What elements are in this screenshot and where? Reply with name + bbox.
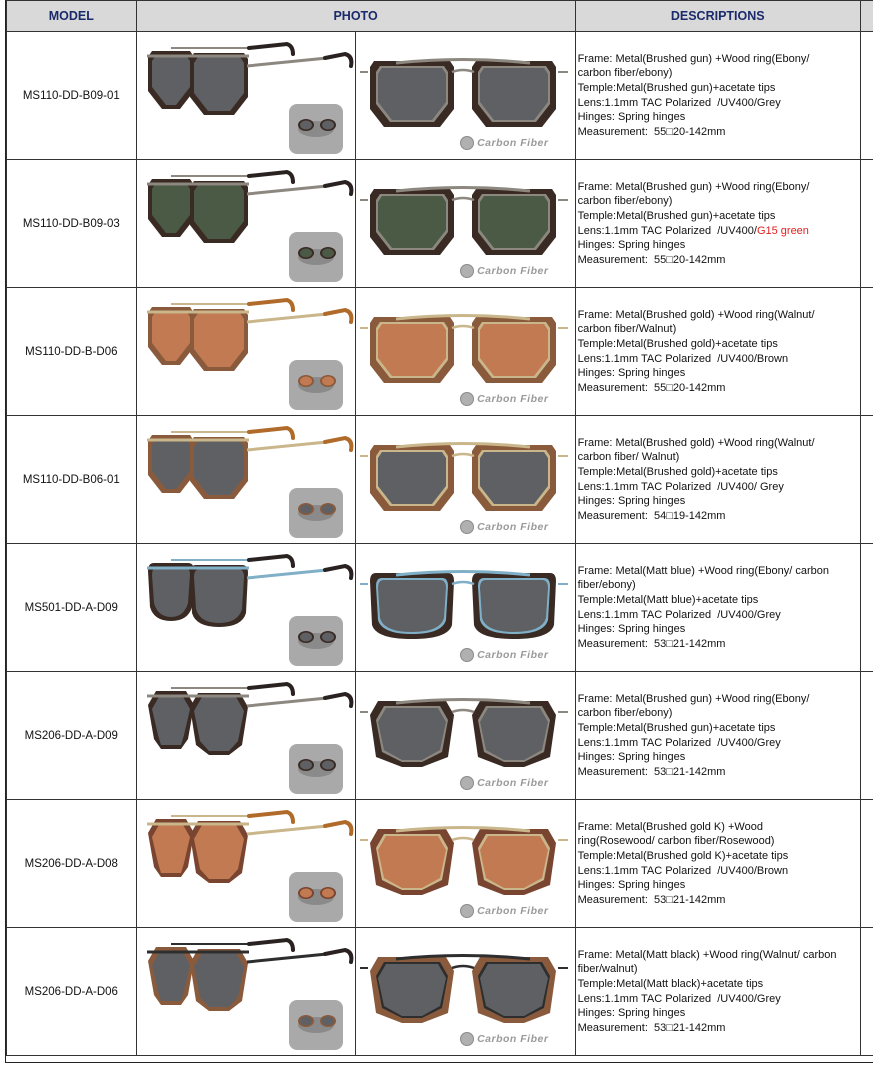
description-line: [578, 608, 860, 623]
carbon-fiber-label: Carbon Fiber: [477, 137, 549, 149]
description-text: Lens:1.1mm TAC Polarized /UV400/Grey: [577, 608, 781, 621]
description-text: ring(Rosewood/ carbon fiber/Rosewood): [577, 835, 775, 848]
description-text: Temple:Metal(Brushed gold)+acetate tips: [577, 337, 778, 350]
description-line: [578, 622, 860, 637]
description-text: Temple:Metal(Brushed gun)+acetate tips: [577, 721, 776, 734]
carbon-fiber-badge: [460, 1032, 548, 1046]
right-lens: [480, 324, 548, 376]
carbon-fiber-icon: [460, 1032, 474, 1046]
description-line: [578, 308, 860, 323]
mini-right-glass: [322, 1017, 334, 1026]
mini-left-glass: [300, 377, 312, 386]
model-number: MS110-DD-B09-03: [7, 160, 137, 288]
angle-view-photo: [137, 288, 354, 415]
mini-right-glass: [322, 633, 334, 642]
description-text: Frame: Metal(Brushed gold K) +Wood: [577, 820, 763, 833]
product-row: [7, 288, 873, 416]
description-text: Hinges: Spring hinges: [577, 495, 686, 508]
description-line: [578, 125, 860, 140]
front-photo-cell: [356, 32, 576, 160]
mini-right-glass: [322, 121, 334, 130]
product-row: [7, 32, 873, 160]
temple-tip: [325, 54, 351, 66]
edge-cell: [860, 160, 873, 288]
description-line: [578, 436, 860, 451]
model-number: MS110-DD-B-D06: [7, 288, 137, 416]
description-text: carbon fiber/ebony): [577, 707, 673, 720]
right-lens: [480, 836, 548, 888]
front-photo-cell: [356, 928, 576, 1056]
carbon-fiber-icon: [460, 776, 474, 790]
mannequin-thumbnail: [289, 360, 343, 410]
temple-tip: [325, 822, 351, 834]
temple-arm: [247, 186, 327, 194]
mini-right-glass: [322, 505, 334, 514]
description-text: Lens:1.1mm TAC Polarized /UV400/Brown: [577, 352, 789, 365]
description-text: Temple:Metal(Brushed gold)+acetate tips: [577, 465, 778, 478]
model-number: MS501-DD-A-D09: [7, 544, 137, 672]
temple-tip: [325, 438, 351, 450]
description-line: [578, 1021, 860, 1036]
description-text: Frame: Metal(Brushed gun) +Wood ring(Ebony/: [577, 180, 810, 193]
description-line: [578, 480, 860, 495]
carbon-fiber-icon: [460, 264, 474, 278]
description-line: [578, 465, 860, 480]
mannequin-thumbnail: [289, 104, 343, 154]
temple-arm: [247, 314, 327, 322]
carbon-fiber-label: Carbon Fiber: [477, 265, 549, 277]
description-text: Measurement: 55□20-142mm: [577, 381, 726, 394]
description-line: [578, 209, 860, 224]
right-lens: [480, 452, 548, 504]
description-line: [578, 992, 860, 1007]
description-text: Frame: Metal(Matt black) +Wood ring(Walnut/ carbon: [577, 948, 837, 961]
front-photo-cell: [356, 160, 576, 288]
description-text: carbon fiber/ebony): [577, 195, 673, 208]
description-line: [578, 337, 860, 352]
rear-temple-tip: [249, 428, 293, 438]
nose-bridge: [452, 582, 474, 584]
carbon-fiber-badge: [460, 648, 548, 662]
description-text: Lens:1.1mm TAC Polarized /UV400/Brown: [577, 864, 789, 877]
product-row: [7, 544, 873, 672]
description-line: [578, 864, 860, 879]
description-text: carbon fiber/ Walnut): [577, 451, 680, 464]
description-cell: [575, 928, 860, 1056]
mannequin-thumbnail: [289, 872, 343, 922]
temple-arm: [247, 442, 327, 450]
description-line: [578, 253, 860, 268]
description-text: fiber/walnut): [577, 963, 638, 976]
product-row: [7, 928, 873, 1056]
nose-bridge: [452, 326, 474, 328]
angle-photo-cell: [136, 416, 356, 544]
left-lens: [378, 836, 446, 888]
description-cell: [575, 32, 860, 160]
rear-temple-tip: [249, 300, 293, 310]
left-lens: [378, 452, 446, 504]
description-line: [578, 450, 860, 465]
description-text: Temple:Metal(Brushed gun)+acetate tips: [577, 81, 776, 94]
mini-left-glass: [300, 1017, 312, 1026]
mini-left-glass: [300, 121, 312, 130]
description-text: Temple:Metal(Matt black)+acetate tips: [577, 977, 764, 990]
description-line: [578, 893, 860, 908]
description-text: carbon fiber/Walnut): [577, 323, 677, 336]
model-number: MS206-DD-A-D06: [7, 928, 137, 1056]
description-text: Frame: Metal(Brushed gun) +Wood ring(Ebony/: [577, 692, 810, 705]
rear-temple-tip: [249, 44, 293, 54]
carbon-fiber-badge: [460, 904, 548, 918]
carbon-fiber-badge: [460, 264, 548, 278]
description-line: [578, 110, 860, 125]
angle-photo-cell: [136, 544, 356, 672]
angle-view-photo: [137, 416, 354, 543]
product-table: [6, 0, 873, 1056]
description-text: Lens:1.1mm TAC Polarized /UV400/ Grey: [577, 480, 784, 493]
front-photo-cell: [356, 416, 576, 544]
description-cell: [575, 800, 860, 928]
description-line: [578, 750, 860, 765]
description-line: [578, 948, 860, 963]
description-line: [578, 509, 860, 524]
description-line: [578, 593, 860, 608]
angle-photo-cell: [136, 160, 356, 288]
description-line: [578, 706, 860, 721]
product-rows: [7, 32, 873, 1056]
description-line: [578, 366, 860, 381]
description-line: [578, 52, 860, 67]
description-text: Hinges: Spring hinges: [577, 879, 686, 892]
rear-temple-tip: [249, 684, 293, 694]
carbon-fiber-icon: [460, 648, 474, 662]
right-lens: [480, 964, 548, 1016]
description-line: [578, 849, 860, 864]
carbon-fiber-label: Carbon Fiber: [477, 777, 549, 789]
description-text: Frame: Metal(Matt blue) +Wood ring(Ebony/ carbon: [577, 564, 829, 577]
temple-arm: [247, 954, 327, 962]
product-row: [7, 160, 873, 288]
description-text: Hinges: Spring hinges: [577, 111, 686, 124]
description-text: Measurement: 53□21-142mm: [577, 893, 726, 906]
mini-left-glass: [300, 761, 312, 770]
temple-tip: [325, 566, 351, 578]
mini-left-glass: [300, 889, 312, 898]
description-text: Hinges: Spring hinges: [577, 367, 686, 380]
mini-left-glass: [300, 505, 312, 514]
front-photo-cell: [356, 288, 576, 416]
description-text: fiber/ebony): [577, 579, 636, 592]
mannequin-thumbnail: [289, 744, 343, 794]
description-line: [578, 194, 860, 209]
description-line: [578, 352, 860, 367]
rear-temple-tip: [249, 940, 293, 950]
temple-tip: [325, 950, 351, 962]
carbon-fiber-icon: [460, 520, 474, 534]
right-lens: [480, 580, 548, 632]
angle-photo-cell: [136, 288, 356, 416]
angle-view-photo: [137, 800, 354, 927]
top-bridge: [396, 444, 530, 448]
description-text: Hinges: Spring hinges: [577, 1007, 686, 1020]
description-cell: [575, 416, 860, 544]
description-line: [578, 81, 860, 96]
edge-cell: [860, 928, 873, 1056]
mini-right-glass: [322, 377, 334, 386]
rear-temple-tip: [249, 172, 293, 182]
mini-left-glass: [300, 249, 312, 258]
description-cell: [575, 672, 860, 800]
left-lens: [378, 964, 446, 1016]
left-lens: [378, 68, 446, 120]
temple-tip: [325, 310, 351, 322]
angle-view-photo: [137, 672, 354, 799]
description-cell: [575, 160, 860, 288]
carbon-fiber-label: Carbon Fiber: [477, 521, 549, 533]
far-lens: [194, 569, 244, 623]
edge-cell: [860, 416, 873, 544]
description-text: Temple:Metal(Brushed gun)+acetate tips: [577, 209, 776, 222]
description-text: Measurement: 55□20-142mm: [577, 253, 726, 266]
description-line: [578, 180, 860, 195]
carbon-fiber-icon: [460, 904, 474, 918]
description-line: [578, 381, 860, 396]
edge-header: [860, 1, 873, 32]
descriptions-header: DESCRIPTIONS: [575, 1, 860, 32]
mannequin-thumbnail: [289, 616, 343, 666]
edge-cell: [860, 672, 873, 800]
right-lens: [480, 708, 548, 760]
lens-color-highlight: G15 green: [756, 224, 809, 237]
description-text: Hinges: Spring hinges: [577, 239, 686, 252]
top-bridge: [396, 188, 530, 192]
description-line: [578, 96, 860, 111]
mini-right-glass: [322, 761, 334, 770]
angle-view-photo: [137, 32, 354, 159]
model-number: MS110-DD-B09-01: [7, 32, 137, 160]
temple-tip: [325, 182, 351, 194]
angle-photo-cell: [136, 800, 356, 928]
description-line: [578, 736, 860, 751]
description-line: [578, 721, 860, 736]
description-text: carbon fiber/ebony): [577, 67, 673, 80]
mannequin-thumbnail: [289, 1000, 343, 1050]
model-number: MS206-DD-A-D08: [7, 800, 137, 928]
product-row: [7, 672, 873, 800]
front-photo-cell: [356, 672, 576, 800]
description-line: [578, 820, 860, 835]
temple-arm: [247, 58, 327, 66]
description-line: [578, 1006, 860, 1021]
header-row: [7, 1, 873, 32]
front-photo-cell: [356, 800, 576, 928]
mini-right-glass: [322, 889, 334, 898]
description-line: [578, 494, 860, 509]
description-text: Lens:1.1mm TAC Polarized /UV400/Grey: [577, 736, 781, 749]
left-lens: [378, 580, 446, 632]
description-text: Frame: Metal(Brushed gold) +Wood ring(Walnut/: [577, 308, 815, 321]
top-bridge: [396, 316, 530, 320]
nose-bridge: [452, 70, 474, 72]
nose-bridge: [452, 838, 474, 840]
nose-bridge: [452, 198, 474, 200]
description-line: [578, 878, 860, 893]
top-bridge: [396, 60, 530, 64]
rear-temple-tip: [249, 812, 293, 822]
product-row: [7, 416, 873, 544]
mannequin-thumbnail: [289, 488, 343, 538]
description-text: Lens:1.1mm TAC Polarized /UV400/Grey: [577, 96, 781, 109]
photo-header: PHOTO: [136, 1, 575, 32]
angle-view-photo: [137, 928, 354, 1055]
description-line: [578, 962, 860, 977]
mannequin-thumbnail: [289, 232, 343, 282]
description-line: [578, 66, 860, 81]
right-lens: [480, 196, 548, 248]
rear-temple-tip: [249, 556, 293, 566]
description-cell: [575, 288, 860, 416]
description-line: [578, 692, 860, 707]
temple-arm: [247, 698, 327, 706]
carbon-fiber-badge: [460, 776, 548, 790]
description-text: Temple:Metal(Brushed gold K)+acetate tips: [577, 849, 789, 862]
description-text: Frame: Metal(Brushed gun) +Wood ring(Ebony/: [577, 52, 810, 65]
description-text: Measurement: 54□19-142mm: [577, 509, 726, 522]
description-text: Hinges: Spring hinges: [577, 623, 686, 636]
angle-photo-cell: [136, 672, 356, 800]
edge-cell: [860, 544, 873, 672]
model-number: MS110-DD-B06-01: [7, 416, 137, 544]
nose-bridge: [452, 454, 474, 456]
description-text: Measurement: 53□21-142mm: [577, 765, 726, 778]
product-row: [7, 800, 873, 928]
carbon-fiber-label: Carbon Fiber: [477, 1033, 549, 1045]
mini-left-glass: [300, 633, 312, 642]
description-cell: [575, 544, 860, 672]
carbon-fiber-badge: [460, 136, 548, 150]
carbon-fiber-icon: [460, 136, 474, 150]
temple-arm: [247, 826, 327, 834]
right-lens: [480, 68, 548, 120]
left-lens: [378, 196, 446, 248]
top-bridge: [396, 572, 530, 576]
mini-right-glass: [322, 249, 334, 258]
carbon-fiber-badge: [460, 392, 548, 406]
edge-cell: [860, 32, 873, 160]
edge-cell: [860, 800, 873, 928]
top-bridge: [396, 700, 530, 704]
front-photo-cell: [356, 544, 576, 672]
carbon-fiber-icon: [460, 392, 474, 406]
description-line: [578, 238, 860, 253]
carbon-fiber-label: Carbon Fiber: [477, 393, 549, 405]
carbon-fiber-label: Carbon Fiber: [477, 905, 549, 917]
description-text: Measurement: 53□21-142mm: [577, 637, 726, 650]
left-lens: [378, 708, 446, 760]
description-text: Lens:1.1mm TAC Polarized /UV400/Grey: [577, 992, 781, 1005]
temple-arm: [247, 570, 327, 578]
top-bridge: [396, 956, 530, 960]
product-sheet: [5, 0, 873, 1063]
description-line: [578, 564, 860, 579]
edge-cell: [860, 288, 873, 416]
description-line: [578, 834, 860, 849]
top-bridge: [396, 828, 530, 832]
description-line: [578, 637, 860, 652]
nose-bridge: [452, 710, 474, 712]
angle-photo-cell: [136, 928, 356, 1056]
description-line: [578, 578, 860, 593]
description-line: [578, 765, 860, 780]
near-lens: [152, 567, 190, 617]
left-lens: [378, 324, 446, 376]
angle-view-photo: [137, 160, 354, 287]
angle-photo-cell: [136, 32, 356, 160]
description-text: Measurement: 53□21-142mm: [577, 1021, 726, 1034]
description-text: Frame: Metal(Brushed gold) +Wood ring(Walnut/: [577, 436, 815, 449]
model-header: MODEL: [7, 1, 137, 32]
description-line: [578, 977, 860, 992]
temple-tip: [325, 694, 351, 706]
description-text: Temple:Metal(Matt blue)+acetate tips: [577, 593, 759, 606]
description-line: [578, 224, 860, 239]
model-number: MS206-DD-A-D09: [7, 672, 137, 800]
description-line: [578, 322, 860, 337]
nose-bridge: [452, 966, 474, 968]
angle-view-photo: [137, 544, 354, 671]
carbon-fiber-label: Carbon Fiber: [477, 649, 549, 661]
description-text: Measurement: 55□20-142mm: [577, 125, 726, 138]
description-text: Lens:1.1mm TAC Polarized /UV400/: [577, 224, 757, 237]
description-text: Hinges: Spring hinges: [577, 751, 686, 764]
carbon-fiber-badge: [460, 520, 548, 534]
